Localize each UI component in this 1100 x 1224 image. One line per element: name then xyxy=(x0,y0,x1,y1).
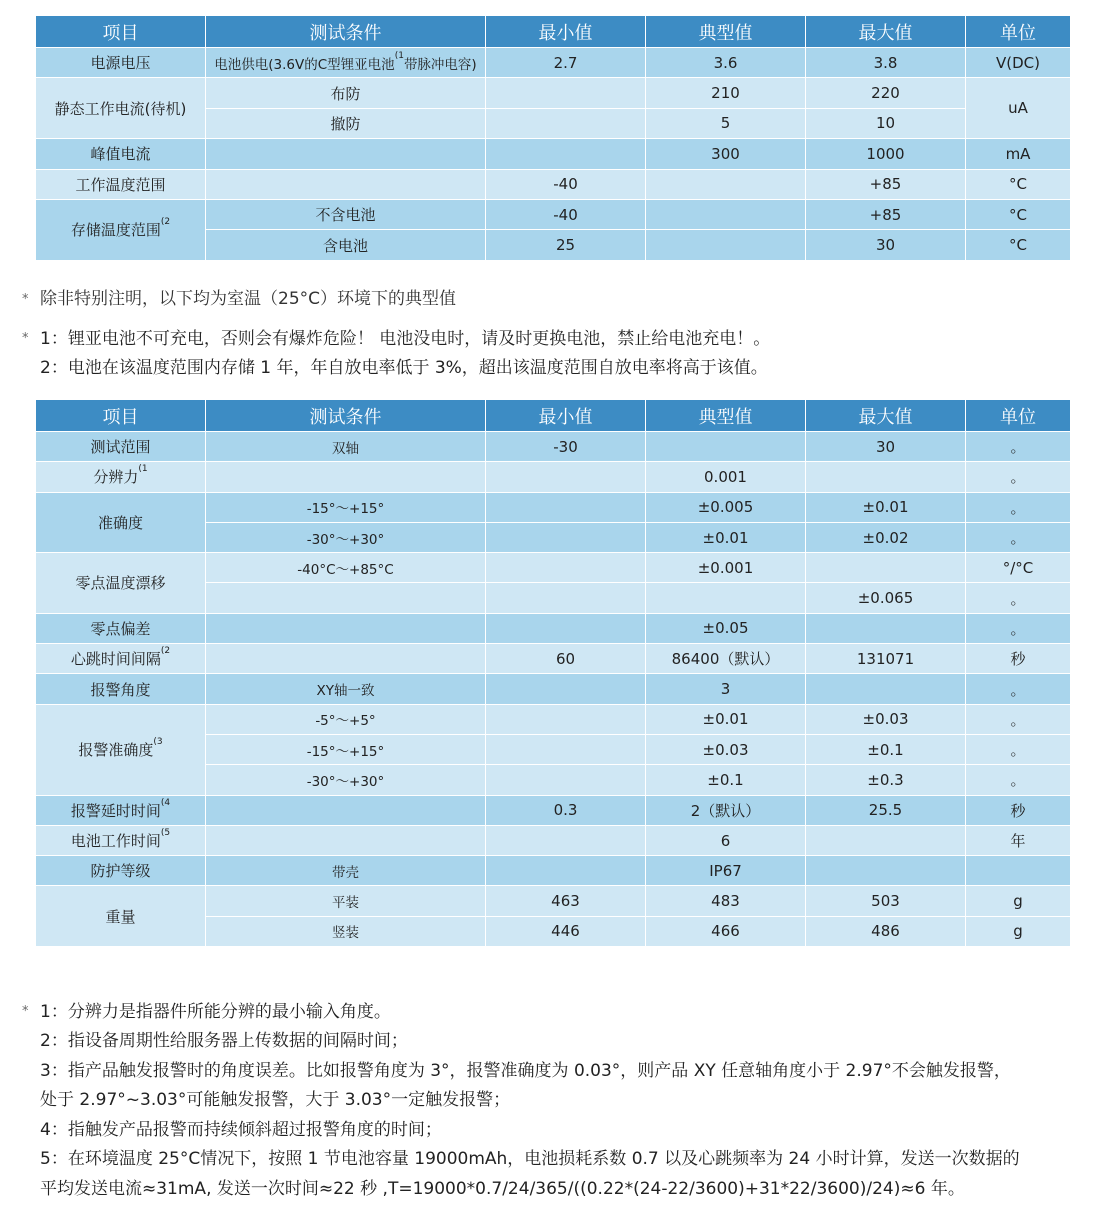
min-cell xyxy=(486,674,646,704)
max-cell: 486 xyxy=(806,916,966,946)
max-cell: ±0.1 xyxy=(806,734,966,764)
unit-cell: 。 xyxy=(966,674,1071,704)
condition-cell: -30°～+30° xyxy=(206,522,486,552)
header-min: 最小值 xyxy=(486,16,646,48)
min-cell: 0.3 xyxy=(486,795,646,825)
item-cell xyxy=(36,462,206,492)
condition-cell: -30°～+30° xyxy=(206,765,486,795)
item-text: 心跳时间间隔 xyxy=(70,650,161,669)
typical-cell xyxy=(646,169,806,199)
note-line: 处于 2.97°~3.03°可能触发报警，大于 3.03°一定触发报警； xyxy=(40,1090,511,1111)
note-text: 1：分辨力是指器件所能分辨的最小输入角度。 xyxy=(40,1001,391,1022)
max-cell: ±0.03 xyxy=(806,704,966,734)
table-row xyxy=(36,795,1071,825)
unit-cell: 。 xyxy=(966,432,1071,462)
asterisk-mark: * xyxy=(22,1004,29,1019)
condition-cell: 含电池 xyxy=(206,230,486,260)
item-cell xyxy=(36,825,206,855)
unit-cell: g xyxy=(966,916,1071,946)
typical-cell: 466 xyxy=(646,916,806,946)
max-cell xyxy=(806,825,966,855)
max-cell: 10 xyxy=(806,108,966,138)
table-header-row xyxy=(36,400,1071,432)
min-cell: 25 xyxy=(486,230,646,260)
typical-cell: ±0.005 xyxy=(646,492,806,522)
unit-cell: °C xyxy=(966,169,1071,199)
item-cell: 重量 xyxy=(36,886,206,947)
unit-cell: °C xyxy=(966,199,1071,229)
max-cell xyxy=(806,553,966,583)
note-line xyxy=(22,324,770,354)
typical-cell xyxy=(646,230,806,260)
max-cell xyxy=(806,674,966,704)
typical-cell xyxy=(646,432,806,462)
header-max: 最大值 xyxy=(806,16,966,48)
min-cell xyxy=(486,78,646,108)
max-cell: 1000 xyxy=(806,139,966,169)
min-cell xyxy=(486,704,646,734)
condition-cell xyxy=(206,48,486,78)
table-row xyxy=(36,704,1071,734)
typical-cell xyxy=(646,199,806,229)
header-item: 项目 xyxy=(36,400,206,432)
unit-cell: g xyxy=(966,886,1071,916)
header-unit: 单位 xyxy=(966,400,1071,432)
unit-cell: 。 xyxy=(966,522,1071,552)
power-spec-table xyxy=(35,16,1071,261)
note-line: 2：指设备周期性给服务器上传数据的间隔时间； xyxy=(40,1031,408,1052)
min-cell: 60 xyxy=(486,644,646,674)
min-cell: -30 xyxy=(486,432,646,462)
max-cell: 30 xyxy=(806,230,966,260)
footnote-ref: (1 xyxy=(138,464,148,475)
header-condition: 测试条件 xyxy=(206,16,486,48)
min-cell xyxy=(486,583,646,613)
typical-cell: 3 xyxy=(646,674,806,704)
min-cell xyxy=(486,108,646,138)
condition-cell: 带壳 xyxy=(206,856,486,886)
general-note xyxy=(22,284,456,309)
typical-cell: ±0.01 xyxy=(646,522,806,552)
unit-cell: °C xyxy=(966,230,1071,260)
unit-cell: 秒 xyxy=(966,795,1071,825)
unit-cell: 。 xyxy=(966,704,1071,734)
condition-cell xyxy=(206,825,486,855)
table-row xyxy=(36,169,1071,199)
item-cell xyxy=(36,199,206,260)
unit-cell: °/°C xyxy=(966,553,1071,583)
footnote-ref: (4 xyxy=(160,797,171,808)
item-cell xyxy=(36,644,206,674)
footnote-ref: (5 xyxy=(160,828,171,838)
typical-cell: 210 xyxy=(646,78,806,108)
note-line: 平均发送电流≈31mA, 发送一次时间≈22 秒 ,T=19000*0.7/24/365/((0.22*(24-22/3600)+31*22/3600)/24)≈6 年。 xyxy=(40,1178,965,1199)
footnote-ref: (2 xyxy=(160,217,171,228)
tilt-spec-table xyxy=(35,400,1071,947)
min-cell xyxy=(486,522,646,552)
condition-cell: -5°～+5° xyxy=(206,704,486,734)
table-header-row xyxy=(36,16,1071,48)
table-row xyxy=(36,48,1071,78)
min-cell xyxy=(486,856,646,886)
unit-cell: 。 xyxy=(966,613,1071,643)
min-cell xyxy=(486,765,646,795)
condition-cell: 双轴 xyxy=(206,432,486,462)
max-cell: 25.5 xyxy=(806,795,966,825)
note-line: 4：指触发产品报警而持续倾斜超过报警角度的时间； xyxy=(40,1119,442,1140)
item-cell: 电源电压 xyxy=(36,48,206,78)
condition-cell: -15°～+15° xyxy=(206,492,486,522)
max-cell: ±0.3 xyxy=(806,765,966,795)
max-cell: 220 xyxy=(806,78,966,108)
table-row xyxy=(36,613,1071,643)
item-cell: 准确度 xyxy=(36,492,206,553)
max-cell xyxy=(806,613,966,643)
unit-cell: 年 xyxy=(966,825,1071,855)
item-cell: 零点偏差 xyxy=(36,613,206,643)
item-cell: 峰值电流 xyxy=(36,139,206,169)
max-cell: 30 xyxy=(806,432,966,462)
condition-cell: 不含电池 xyxy=(206,199,486,229)
header-max: 最大值 xyxy=(806,400,966,432)
unit-cell: mA xyxy=(966,139,1071,169)
item-text: 报警延时时间 xyxy=(70,801,161,820)
max-cell: 3.8 xyxy=(806,48,966,78)
condition-cell: XY轴一致 xyxy=(206,674,486,704)
min-cell xyxy=(486,553,646,583)
header-min: 最小值 xyxy=(486,400,646,432)
item-cell: 测试范围 xyxy=(36,432,206,462)
typical-cell: 2（默认） xyxy=(646,795,806,825)
item-text: 分辨力 xyxy=(93,468,139,487)
typical-cell: ±0.1 xyxy=(646,765,806,795)
unit-cell: 。 xyxy=(966,583,1071,613)
min-cell xyxy=(486,825,646,855)
min-cell: 463 xyxy=(486,886,646,916)
condition-cell: 撤防 xyxy=(206,108,486,138)
unit-cell: V(DC) xyxy=(966,48,1071,78)
table-row xyxy=(36,432,1071,462)
condition-cell xyxy=(206,644,486,674)
header-condition: 测试条件 xyxy=(206,400,486,432)
max-cell: ±0.02 xyxy=(806,522,966,552)
table-row xyxy=(36,139,1071,169)
table-row xyxy=(36,492,1071,522)
table-row xyxy=(36,886,1071,916)
typical-cell: 300 xyxy=(646,139,806,169)
note-line: 5：在环境温度 25°C情况下，按照 1 节电池容量 19000mAh，电池损耗系数 0.7 以及心跳频率为 24 小时计算，发送一次数据的 xyxy=(40,1149,1020,1170)
item-text: 电池工作时间 xyxy=(70,832,161,850)
tilt-notes xyxy=(22,997,1020,1204)
condition-cell xyxy=(206,613,486,643)
table-row xyxy=(36,674,1071,704)
unit-cell: 秒 xyxy=(966,644,1071,674)
asterisk-mark: * xyxy=(22,331,29,346)
max-cell: +85 xyxy=(806,169,966,199)
asterisk-mark: * xyxy=(22,291,29,307)
typical-cell: 3.6 xyxy=(646,48,806,78)
condition-cell: -40°C～+85°C xyxy=(206,553,486,583)
table-row xyxy=(36,78,1071,108)
item-cell: 报警角度 xyxy=(36,674,206,704)
unit-cell: 。 xyxy=(966,734,1071,764)
condition-text: 电池供电(3.6V的C型锂亚电池 xyxy=(214,56,395,73)
footnote-ref: (2 xyxy=(160,646,171,657)
condition-cell: 平装 xyxy=(206,886,486,916)
min-cell xyxy=(486,139,646,169)
header-item: 项目 xyxy=(36,16,206,48)
unit-cell: 。 xyxy=(966,765,1071,795)
max-cell xyxy=(806,856,966,886)
unit-cell: 。 xyxy=(966,462,1071,492)
condition-cell xyxy=(206,583,486,613)
battery-notes xyxy=(22,324,770,384)
item-cell: 静态工作电流(待机) xyxy=(36,78,206,139)
typical-cell xyxy=(646,583,806,613)
typical-cell: ±0.01 xyxy=(646,704,806,734)
note-line xyxy=(22,997,1020,1027)
typical-cell: ±0.03 xyxy=(646,734,806,764)
item-cell: 工作温度范围 xyxy=(36,169,206,199)
table-row xyxy=(36,199,1071,229)
max-cell: +85 xyxy=(806,199,966,229)
max-cell: 503 xyxy=(806,886,966,916)
item-cell: 防护等级 xyxy=(36,856,206,886)
note-text: 1：锂亚电池不可充电，否则会有爆炸危险！ 电池没电时，请及时更换电池，禁止给电池充电！。 xyxy=(40,328,771,349)
note-line: 2：电池在该温度范围内存储 1 年，年自放电率低于 3%，超出该温度范围自放电率将高于该值。 xyxy=(40,358,768,379)
typical-cell: 86400（默认） xyxy=(646,644,806,674)
general-note-text: 除非特别注明，以下均为室温（25°C）环境下的典型值 xyxy=(40,289,457,309)
typical-cell: 0.001 xyxy=(646,462,806,492)
table-row xyxy=(36,856,1071,886)
max-cell: 131071 xyxy=(806,644,966,674)
max-cell xyxy=(806,462,966,492)
note-line: 3：指产品触发报警时的角度误差。比如报警角度为 3°，报警准确度为 0.03°，则产品 XY 任意轴角度小于 2.97°不会触发报警， xyxy=(40,1060,1011,1081)
header-unit: 单位 xyxy=(966,16,1071,48)
max-cell: ±0.065 xyxy=(806,583,966,613)
min-cell: -40 xyxy=(486,169,646,199)
footnote-ref: (3 xyxy=(153,737,163,748)
min-cell xyxy=(486,734,646,764)
unit-cell: 。 xyxy=(966,492,1071,522)
table-row xyxy=(36,825,1071,855)
item-cell xyxy=(36,795,206,825)
condition-cell xyxy=(206,169,486,199)
unit-cell xyxy=(966,856,1071,886)
typical-cell: 5 xyxy=(646,108,806,138)
max-cell: ±0.01 xyxy=(806,492,966,522)
typical-cell: IP67 xyxy=(646,856,806,886)
min-cell xyxy=(486,492,646,522)
condition-cell: 布防 xyxy=(206,78,486,108)
header-typical: 典型值 xyxy=(646,16,806,48)
typical-cell: ±0.05 xyxy=(646,613,806,643)
min-cell: 446 xyxy=(486,916,646,946)
min-cell: 2.7 xyxy=(486,48,646,78)
condition-text-tail: 带脉冲电容) xyxy=(403,56,477,73)
min-cell xyxy=(486,462,646,492)
typical-cell: ±0.001 xyxy=(646,553,806,583)
condition-cell xyxy=(206,795,486,825)
min-cell: -40 xyxy=(486,199,646,229)
condition-cell: 竖装 xyxy=(206,916,486,946)
item-cell: 零点温度漂移 xyxy=(36,553,206,614)
header-typical: 典型值 xyxy=(646,400,806,432)
item-text: 报警准确度 xyxy=(78,741,154,760)
footnote-ref: (1 xyxy=(394,50,404,61)
unit-cell: uA xyxy=(966,78,1071,139)
condition-cell xyxy=(206,462,486,492)
table-row xyxy=(36,462,1071,492)
item-text: 存储温度范围 xyxy=(70,221,161,240)
item-cell xyxy=(36,704,206,795)
condition-cell xyxy=(206,139,486,169)
condition-cell: -15°～+15° xyxy=(206,734,486,764)
min-cell xyxy=(486,613,646,643)
typical-cell: 483 xyxy=(646,886,806,916)
typical-cell: 6 xyxy=(646,825,806,855)
table-row xyxy=(36,553,1071,583)
table-row xyxy=(36,644,1071,674)
